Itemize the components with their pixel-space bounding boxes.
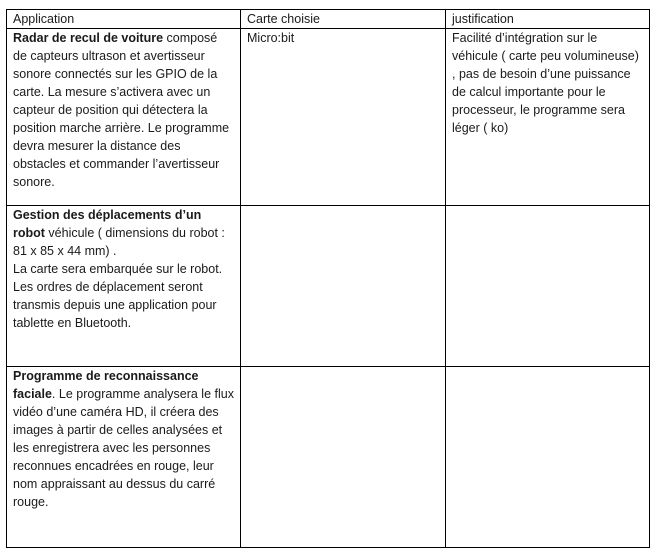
application-title: Programme de reconnaissance faciale	[13, 369, 199, 401]
header-application: Application	[7, 10, 241, 29]
application-title: Radar de recul de voiture	[13, 31, 164, 45]
application-cell	[7, 206, 241, 367]
applications-table	[6, 9, 650, 548]
application-title: Gestion des déplacements d’un robot	[13, 208, 202, 240]
header-row	[7, 10, 650, 29]
card-cell	[241, 367, 446, 548]
application-text-line: Les ordres de déplacement seront transmis depuis une application pour tablette en Bluetooth.	[13, 280, 217, 330]
application-text: composé de capteurs ultrason et avertisseur sonore connectés sur les GPIO de la carte. La mesure s’activera avec un capteur de position qui détectera la position marche arrière. Le programme devra mesurer la distance des obstacles et commander l’avertisseur sonore.	[13, 31, 230, 189]
application-description	[13, 367, 234, 511]
table-row	[7, 367, 650, 548]
justification-cell: Facilité d’intégration sur le véhicule ( carte peu volumineuse) , pas de besoin d’une puissance de calcul importante pour le processeur, le programme sera léger ( ko)	[446, 29, 650, 206]
application-text: véhicule ( dimensions du robot : 81 x 85 x 44 mm) .	[13, 226, 225, 258]
card-cell	[241, 206, 446, 367]
application-cell	[7, 29, 241, 206]
header-carte-choisie: Carte choisie	[241, 10, 446, 29]
card-cell: Micro:bit	[241, 29, 446, 206]
table-row	[7, 206, 650, 367]
justification-cell	[446, 367, 650, 548]
application-description	[13, 206, 234, 260]
table-row	[7, 29, 650, 206]
application-description	[13, 29, 234, 191]
header-justification: justification	[446, 10, 650, 29]
application-text: . Le programme analysera le flux vidéo d’une caméra HD, il créera des images à partir de celles analysées et les enregistrera avec les personnes reconnues encadrées en rouge, leur nom appraissant au dessus du carré rouge.	[13, 387, 234, 509]
application-cell	[7, 367, 241, 548]
application-text-line: La carte sera embarquée sur le robot.	[13, 262, 223, 276]
justification-cell	[446, 206, 650, 367]
